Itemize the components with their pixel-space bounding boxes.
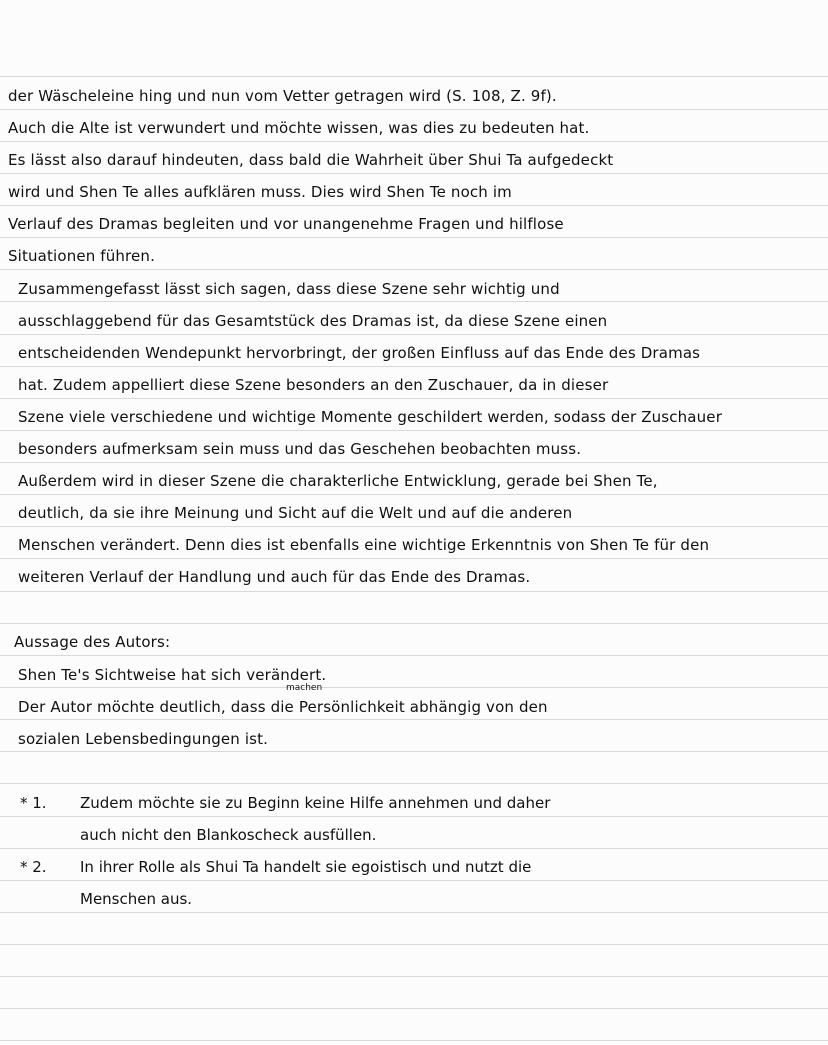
ruled-line	[0, 494, 828, 495]
ruled-line	[0, 880, 828, 881]
text-line: Auch die Alte ist verwundert und möchte wissen, was dies zu bedeuten hat.	[8, 119, 590, 137]
ruled-line	[0, 526, 828, 527]
ruled-line	[0, 1040, 828, 1041]
text-line: Menschen verändert. Denn dies ist ebenfalls eine wichtige Erkenntnis von Shen Te für den	[18, 536, 710, 554]
text-line: Zusammengefasst lässt sich sagen, dass diese Szene sehr wichtig und	[18, 280, 560, 298]
ruled-line	[0, 591, 828, 592]
ruled-line	[0, 366, 828, 367]
text-line: Außerdem wird in dieser Szene die charakterliche Entwicklung, gerade bei Shen Te,	[18, 472, 658, 490]
ruled-line	[0, 173, 828, 174]
section-heading: Aussage des Autors:	[14, 633, 171, 651]
text-line: weiteren Verlauf der Handlung und auch für das Ende des Dramas.	[18, 568, 531, 586]
ruled-line	[0, 783, 828, 784]
ruled-line	[0, 430, 828, 431]
ruled-line	[0, 269, 828, 270]
ruled-line	[0, 655, 828, 656]
text-line: Verlauf des Dramas begleiten und vor unangenehme Fragen und hilflose	[8, 215, 564, 233]
ruled-line	[0, 237, 828, 238]
ruled-line	[0, 76, 828, 77]
ruled-line	[0, 109, 828, 110]
ruled-line	[0, 1008, 828, 1009]
text-line: hat. Zudem appelliert diese Szene besonders an den Zuschauer, da in dieser	[18, 376, 609, 394]
ruled-line	[0, 462, 828, 463]
ruled-line	[0, 944, 828, 945]
ruled-line	[0, 398, 828, 399]
ruled-line	[0, 912, 828, 913]
ruled-line	[0, 334, 828, 335]
ruled-line	[0, 301, 828, 302]
ruled-line	[0, 848, 828, 849]
ruled-line	[0, 816, 828, 817]
text-line: ausschlaggebend für das Gesamtstück des Dramas ist, da diese Szene einen	[18, 312, 608, 330]
text-line: besonders aufmerksam sein muss und das Geschehen beobachten muss.	[18, 440, 582, 458]
ruled-line	[0, 558, 828, 559]
footnote-line: In ihrer Rolle als Shui Ta handelt sie egoistisch und nutzt die	[80, 858, 532, 876]
handwritten-insertion: machen	[286, 683, 323, 693]
footnote-line: Zudem möchte sie zu Beginn keine Hilfe annehmen und daher	[80, 794, 551, 812]
ruled-line	[0, 719, 828, 720]
text-line: wird und Shen Te alles aufklären muss. Dies wird Shen Te noch im	[8, 183, 512, 201]
text-line: der Wäscheleine hing und nun vom Vetter getragen wird (S. 108, Z. 9f).	[8, 87, 557, 105]
ruled-line	[0, 687, 828, 688]
footnote-line: auch nicht den Blankoscheck ausfüllen.	[80, 826, 377, 844]
ruled-line	[0, 205, 828, 206]
ruled-line	[0, 976, 828, 977]
footnote-line: Menschen aus.	[80, 890, 193, 908]
text-line: sozialen Lebensbedingungen ist.	[18, 730, 269, 748]
text-line: Es lässt also darauf hindeuten, dass bald die Wahrheit über Shui Ta aufgedeckt	[8, 151, 614, 169]
text-line: deutlich, da sie ihre Meinung und Sicht auf die Welt und auf die anderen	[18, 504, 573, 522]
ruled-line	[0, 623, 828, 624]
footnote-marker: * 2.	[20, 858, 47, 876]
text-line: entscheidenden Wendepunkt hervorbringt, der großen Einfluss auf das Ende des Dramas	[18, 344, 701, 362]
ruled-line	[0, 751, 828, 752]
ruled-line	[0, 141, 828, 142]
text-line: Situationen führen.	[8, 247, 155, 265]
text-line: Der Autor möchte deutlich, dass die Persönlichkeit abhängig von den	[18, 698, 548, 716]
text-line: Shen Te's Sichtweise hat sich verändert.	[18, 666, 327, 684]
text-line: Szene viele verschiedene und wichtige Momente geschildert werden, sodass der Zuschauer	[18, 408, 723, 426]
footnote-marker: * 1.	[20, 794, 47, 812]
